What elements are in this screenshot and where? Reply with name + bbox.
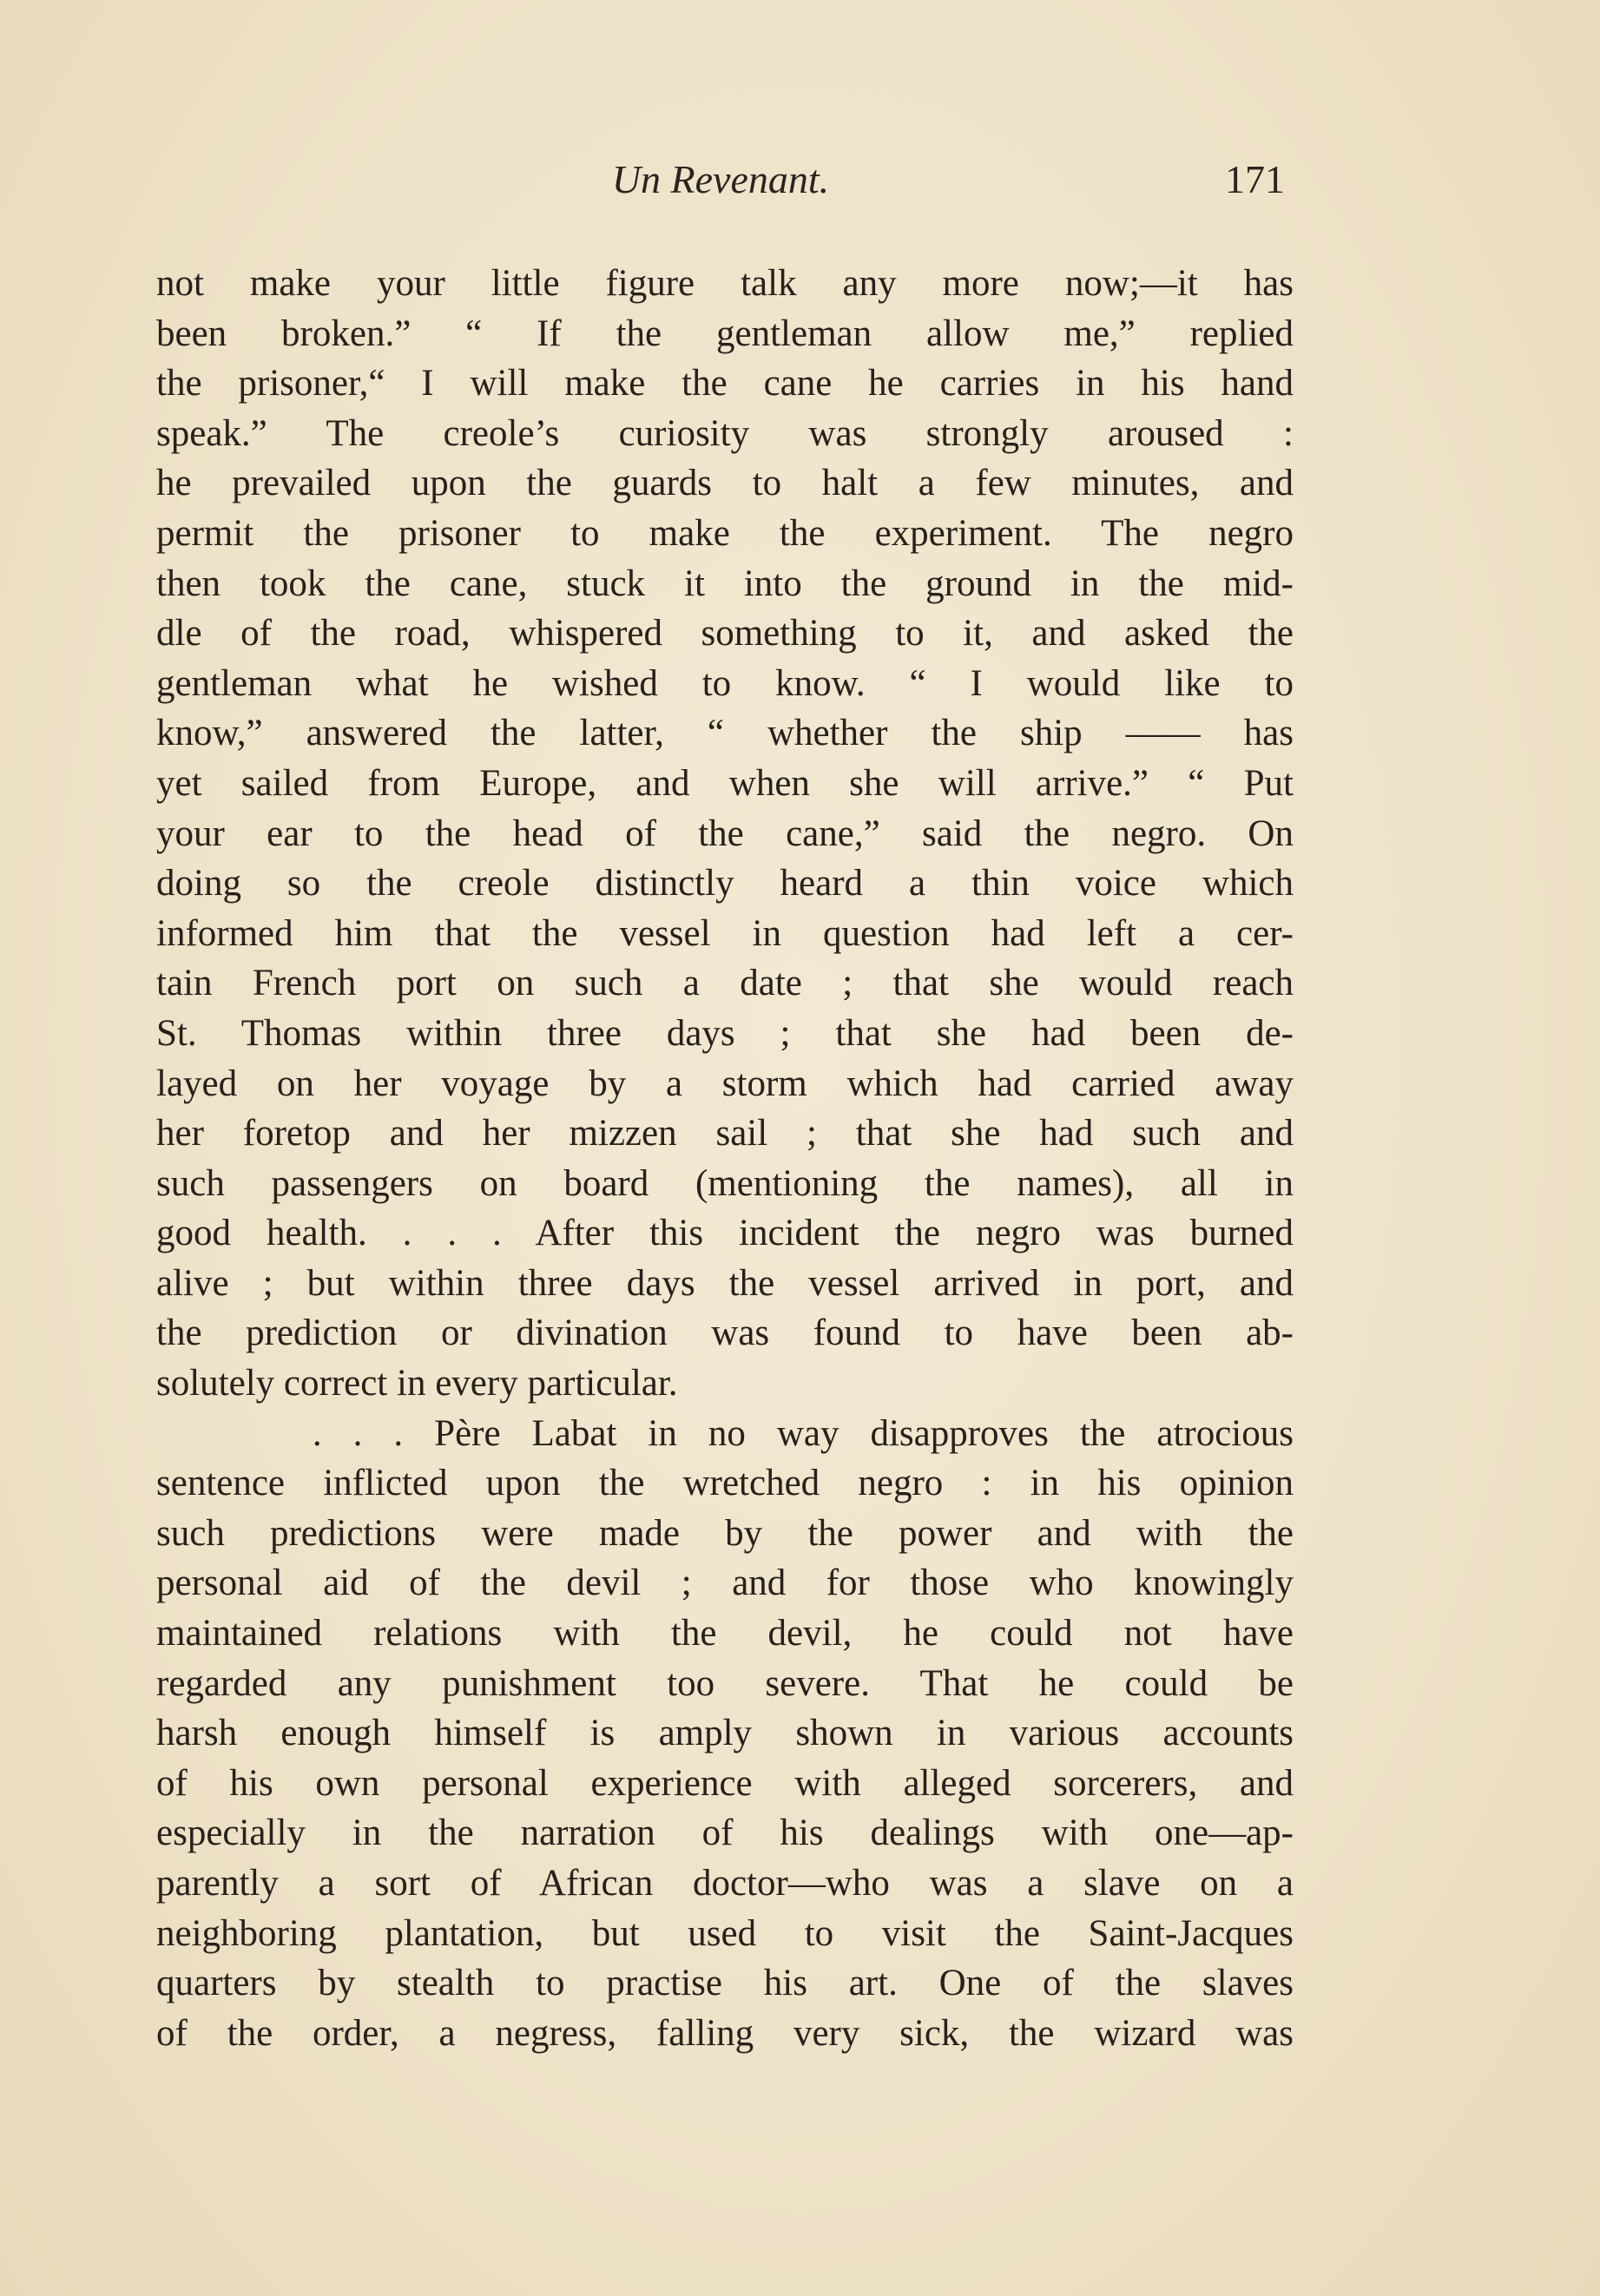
text-line: the prisoner,“ I will make the cane he carries in his hand: [156, 363, 1294, 405]
text-line: quarters by stealth to practise his art. One of the slaves: [156, 1963, 1294, 2004]
text-line: harsh enough himself is amply shown in various accounts: [156, 1713, 1294, 1754]
body-text: [156, 259, 1294, 2058]
text-line: speak.” The creole’s curiosity was strongly aroused :: [156, 412, 1294, 454]
text-line: layed on her voyage by a storm which had carried away: [156, 1062, 1294, 1104]
running-title: Un Revenant.: [611, 157, 830, 201]
text-line: gentleman what he wished to know. “ I would like to: [156, 662, 1294, 704]
text-line: her foretop and her mizzen sail ; that she had such and: [156, 1113, 1294, 1155]
text-line: of his own personal experience with alleged sorcerers, and: [156, 1762, 1294, 1804]
text-line: not make your little figure talk any more now;—it has: [156, 263, 1294, 304]
text-line: maintained relations with the devil, he could not have: [156, 1613, 1294, 1655]
text-line: been broken.” “ If the gentleman allow me,” replied: [156, 312, 1294, 354]
text-line: good health. . . . After this incident the negro was burned: [156, 1213, 1294, 1254]
text-line: neighboring plantation, but used to visit the Saint-Jacques: [156, 1912, 1294, 1954]
text-line: know,” answered the latter, “ whether the ship —— has: [156, 713, 1294, 754]
text-line: sentence inflicted upon the wretched negro : in his opinion: [156, 1463, 1294, 1504]
text-line: St. Thomas within three days ; that she had been de-: [156, 1012, 1294, 1054]
text-line: then took the cane, stuck it into the ground in the mid-: [156, 562, 1294, 604]
text-line: such predictions were made by the power and with the: [156, 1512, 1294, 1554]
text-line: tain French port on such a date ; that she would reach: [156, 963, 1294, 1004]
text-line: personal aid of the devil ; and for those who knowingly: [156, 1562, 1294, 1604]
text-line: such passengers on board (mentioning the names), all in: [156, 1162, 1294, 1204]
page-number: 171: [1225, 157, 1285, 201]
text-line: solutely correct in every particular.: [156, 1363, 678, 1405]
text-line: your ear to the head of the cane,” said the negro. On: [156, 812, 1294, 854]
text-line: alive ; but within three days the vessel arrived in port, and: [156, 1262, 1294, 1304]
text-line: dle of the road, whispered something to it, and asked the: [156, 613, 1294, 655]
text-line: permit the prisoner to make the experiment. The negro: [156, 512, 1294, 554]
text-line: especially in the narration of his dealings with one—ap-: [156, 1812, 1294, 1854]
page-header: [156, 156, 1285, 217]
text-line: parently a sort of African doctor—who was a slave on a: [156, 1863, 1294, 1904]
text-line: . . . Père Labat in no way disapproves the atrocious: [156, 1412, 1294, 1454]
text-line: yet sailed from Europe, and when she will arrive.” “ Put: [156, 762, 1294, 804]
text-line: informed him that the vessel in question had left a cer-: [156, 912, 1294, 954]
text-line: the prediction or divination was found to have been ab-: [156, 1312, 1294, 1354]
text-line: of the order, a negress, falling very sick, the wizard was: [156, 2012, 1294, 2054]
text-line: doing so the creole distinctly heard a thin voice which: [156, 863, 1294, 905]
text-line: he prevailed upon the guards to halt a few minutes, and: [156, 463, 1294, 504]
text-line: regarded any punishment too severe. That he could be: [156, 1662, 1294, 1704]
